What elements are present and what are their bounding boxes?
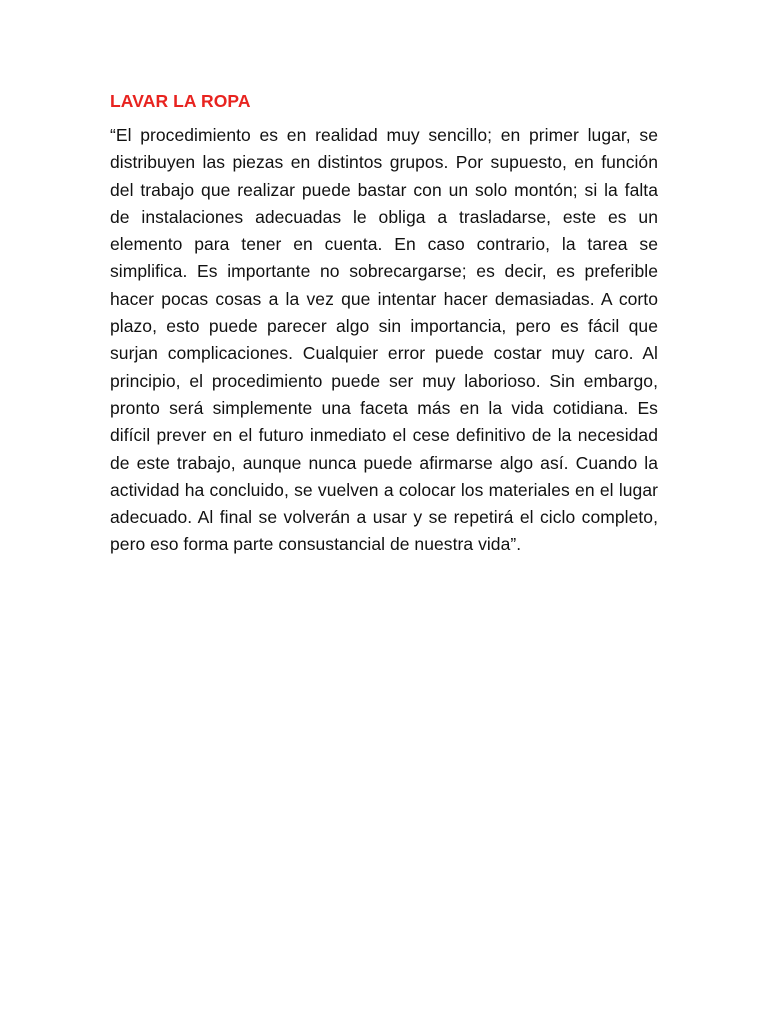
- document-title: LAVAR LA ROPA: [110, 91, 251, 111]
- document-body-paragraph: “El procedimiento es en realidad muy sencillo; en primer lugar, se distribuyen las piezas en distintos grupos. Por supuesto, en función del trabajo que realizar puede bastar con un solo montón; si la falta de instalaciones adecuadas le obliga a trasladarse, este es un elemento para tener en cuenta. En caso contrario, la tarea se simplifica. Es importante no sobrecargarse; es decir, es preferible hacer pocas cosas a la vez que intentar hacer demasiadas. A corto plazo, esto puede parecer algo sin importancia, pero es fácil que surjan complicaciones. Cualquier error puede costar muy caro. Al principio, el procedimiento puede ser muy laborioso. Sin embargo, pronto será simplemente una faceta más en la vida cotidiana. Es difícil prever en el futuro inmediato el cese definitivo de la necesidad de este trabajo, aunque nunca puede afirmarse algo así. Cuando la actividad ha concluido, se vuelven a colocar los materiales en el lugar adecuado. Al final se volverán a usar y se repetirá el ciclo completo, pero eso forma parte consustancial de nuestra vida”.: [110, 125, 658, 555]
- document-content: [110, 88, 658, 559]
